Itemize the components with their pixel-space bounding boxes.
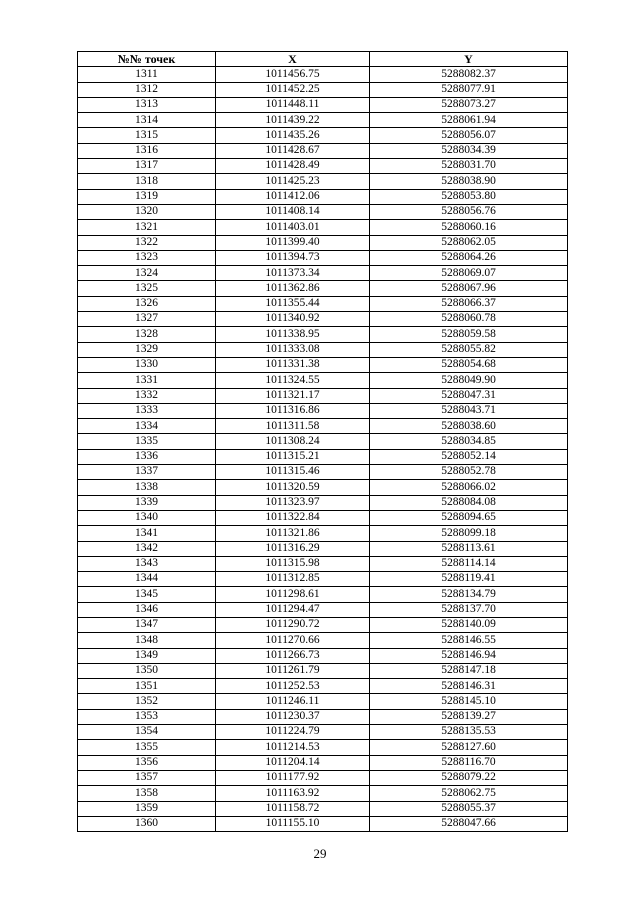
y-cell: 5288147.18: [370, 663, 568, 678]
x-cell: 1011252.53: [216, 679, 370, 694]
point-number-cell: 1356: [78, 755, 216, 770]
point-number-cell: 1346: [78, 602, 216, 617]
table-row: [78, 480, 568, 495]
table-row: [78, 296, 568, 311]
x-cell: 1011452.25: [216, 82, 370, 97]
x-cell: 1011321.17: [216, 388, 370, 403]
table-row: [78, 633, 568, 648]
table-row: [78, 357, 568, 372]
point-number-cell: 1327: [78, 312, 216, 327]
y-cell: 5288055.82: [370, 342, 568, 357]
y-cell: 5288084.08: [370, 495, 568, 510]
point-number-cell: 1326: [78, 296, 216, 311]
x-cell: 1011214.53: [216, 740, 370, 755]
y-cell: 5288060.78: [370, 312, 568, 327]
table-row: [78, 587, 568, 602]
point-number-cell: 1312: [78, 82, 216, 97]
y-cell: 5288047.66: [370, 816, 568, 831]
table-row: [78, 465, 568, 480]
x-cell: 1011439.22: [216, 113, 370, 128]
point-number-cell: 1324: [78, 266, 216, 281]
table-row: [78, 694, 568, 709]
point-number-cell: 1359: [78, 801, 216, 816]
y-cell: 5288049.90: [370, 373, 568, 388]
y-cell: 5288114.14: [370, 556, 568, 571]
y-cell: 5288031.70: [370, 159, 568, 174]
table-row: [78, 174, 568, 189]
x-cell: 1011428.67: [216, 143, 370, 158]
point-number-cell: 1331: [78, 373, 216, 388]
point-number-cell: 1360: [78, 816, 216, 831]
point-number-cell: 1334: [78, 419, 216, 434]
x-cell: 1011355.44: [216, 296, 370, 311]
table-row: [78, 266, 568, 281]
point-number-cell: 1338: [78, 480, 216, 495]
table-row: [78, 740, 568, 755]
page-number: 29: [313, 846, 327, 861]
x-cell: 1011373.34: [216, 266, 370, 281]
table-row: [78, 709, 568, 724]
y-cell: 5288062.05: [370, 235, 568, 250]
y-cell: 5288067.96: [370, 281, 568, 296]
coordinates-table: [77, 51, 568, 832]
point-number-cell: 1311: [78, 67, 216, 82]
table-row: [78, 434, 568, 449]
point-number-cell: 1351: [78, 679, 216, 694]
table-row: [78, 281, 568, 296]
x-cell: 1011323.97: [216, 495, 370, 510]
y-cell: 5288060.16: [370, 220, 568, 235]
table-row: [78, 189, 568, 204]
y-cell: 5288038.60: [370, 419, 568, 434]
table-row: [78, 388, 568, 403]
y-cell: 5288064.26: [370, 250, 568, 265]
point-number-cell: 1352: [78, 694, 216, 709]
table-row: [78, 663, 568, 678]
x-cell: 1011316.29: [216, 541, 370, 556]
y-cell: 5288059.58: [370, 327, 568, 342]
table-row: [78, 541, 568, 556]
header-x: X: [216, 52, 370, 67]
table-row: [78, 113, 568, 128]
point-number-cell: 1337: [78, 465, 216, 480]
table-row: [78, 556, 568, 571]
table-row: [78, 82, 568, 97]
point-number-cell: 1313: [78, 97, 216, 112]
y-cell: 5288073.27: [370, 97, 568, 112]
x-cell: 1011315.46: [216, 465, 370, 480]
y-cell: 5288137.70: [370, 602, 568, 617]
table-row: [78, 755, 568, 770]
table-row: [78, 510, 568, 525]
point-number-cell: 1330: [78, 357, 216, 372]
table-row: [78, 220, 568, 235]
y-cell: 5288047.31: [370, 388, 568, 403]
point-number-cell: 1323: [78, 250, 216, 265]
y-cell: 5288066.02: [370, 480, 568, 495]
header-y: Y: [370, 52, 568, 67]
x-cell: 1011340.92: [216, 312, 370, 327]
point-number-cell: 1347: [78, 617, 216, 632]
x-cell: 1011224.79: [216, 725, 370, 740]
y-cell: 5288135.53: [370, 725, 568, 740]
table-row: [78, 725, 568, 740]
point-number-cell: 1328: [78, 327, 216, 342]
y-cell: 5288139.27: [370, 709, 568, 724]
table-row: [78, 342, 568, 357]
x-cell: 1011408.14: [216, 204, 370, 219]
x-cell: 1011322.84: [216, 510, 370, 525]
x-cell: 1011270.66: [216, 633, 370, 648]
y-cell: 5288140.09: [370, 617, 568, 632]
x-cell: 1011399.40: [216, 235, 370, 250]
x-cell: 1011425.23: [216, 174, 370, 189]
y-cell: 5288146.55: [370, 633, 568, 648]
table-row: [78, 617, 568, 632]
point-number-cell: 1349: [78, 648, 216, 663]
x-cell: 1011435.26: [216, 128, 370, 143]
table-row: [78, 250, 568, 265]
x-cell: 1011230.37: [216, 709, 370, 724]
point-number-cell: 1321: [78, 220, 216, 235]
y-cell: 5288116.70: [370, 755, 568, 770]
table-body: [78, 67, 568, 832]
x-cell: 1011155.10: [216, 816, 370, 831]
x-cell: 1011333.08: [216, 342, 370, 357]
table-header-row: [78, 52, 568, 67]
x-cell: 1011177.92: [216, 770, 370, 785]
point-number-cell: 1340: [78, 510, 216, 525]
point-number-cell: 1318: [78, 174, 216, 189]
y-cell: 5288113.61: [370, 541, 568, 556]
table-row: [78, 801, 568, 816]
y-cell: 5288099.18: [370, 526, 568, 541]
table-row: [78, 419, 568, 434]
point-number-cell: 1355: [78, 740, 216, 755]
y-cell: 5288052.14: [370, 449, 568, 464]
x-cell: 1011158.72: [216, 801, 370, 816]
y-cell: 5288053.80: [370, 189, 568, 204]
table-row: [78, 495, 568, 510]
y-cell: 5288038.90: [370, 174, 568, 189]
y-cell: 5288056.76: [370, 204, 568, 219]
point-number-cell: 1333: [78, 403, 216, 418]
table-row: [78, 327, 568, 342]
y-cell: 5288061.94: [370, 113, 568, 128]
x-cell: 1011403.01: [216, 220, 370, 235]
x-cell: 1011448.11: [216, 97, 370, 112]
table-row: [78, 204, 568, 219]
y-cell: 5288055.37: [370, 801, 568, 816]
point-number-cell: 1317: [78, 159, 216, 174]
point-number-cell: 1345: [78, 587, 216, 602]
table-row: [78, 786, 568, 801]
x-cell: 1011320.59: [216, 480, 370, 495]
y-cell: 5288034.39: [370, 143, 568, 158]
point-number-cell: 1316: [78, 143, 216, 158]
x-cell: 1011294.47: [216, 602, 370, 617]
table-row: [78, 449, 568, 464]
point-number-cell: 1320: [78, 204, 216, 219]
x-cell: 1011428.49: [216, 159, 370, 174]
y-cell: 5288034.85: [370, 434, 568, 449]
point-number-cell: 1357: [78, 770, 216, 785]
table-row: [78, 67, 568, 82]
x-cell: 1011204.14: [216, 755, 370, 770]
point-number-cell: 1358: [78, 786, 216, 801]
x-cell: 1011261.79: [216, 663, 370, 678]
point-number-cell: 1339: [78, 495, 216, 510]
point-number-cell: 1350: [78, 663, 216, 678]
table-row: [78, 97, 568, 112]
point-number-cell: 1342: [78, 541, 216, 556]
table-row: [78, 159, 568, 174]
table-row: [78, 235, 568, 250]
x-cell: 1011163.92: [216, 786, 370, 801]
y-cell: 5288069.07: [370, 266, 568, 281]
y-cell: 5288077.91: [370, 82, 568, 97]
table-row: [78, 679, 568, 694]
point-number-cell: 1354: [78, 725, 216, 740]
table-row: [78, 648, 568, 663]
x-cell: 1011394.73: [216, 250, 370, 265]
point-number-cell: 1332: [78, 388, 216, 403]
x-cell: 1011315.98: [216, 556, 370, 571]
y-cell: 5288094.65: [370, 510, 568, 525]
table-row: [78, 572, 568, 587]
table-row: [78, 816, 568, 831]
x-cell: 1011338.95: [216, 327, 370, 342]
point-number-cell: 1315: [78, 128, 216, 143]
table-row: [78, 770, 568, 785]
x-cell: 1011456.75: [216, 67, 370, 82]
y-cell: 5288056.07: [370, 128, 568, 143]
point-number-cell: 1353: [78, 709, 216, 724]
point-number-cell: 1343: [78, 556, 216, 571]
x-cell: 1011315.21: [216, 449, 370, 464]
point-number-cell: 1344: [78, 572, 216, 587]
table-row: [78, 526, 568, 541]
point-number-cell: 1325: [78, 281, 216, 296]
x-cell: 1011311.58: [216, 419, 370, 434]
x-cell: 1011308.24: [216, 434, 370, 449]
x-cell: 1011331.38: [216, 357, 370, 372]
x-cell: 1011246.11: [216, 694, 370, 709]
x-cell: 1011321.86: [216, 526, 370, 541]
table-row: [78, 128, 568, 143]
table-row: [78, 602, 568, 617]
point-number-cell: 1341: [78, 526, 216, 541]
x-cell: 1011266.73: [216, 648, 370, 663]
point-number-cell: 1322: [78, 235, 216, 250]
point-number-cell: 1314: [78, 113, 216, 128]
y-cell: 5288127.60: [370, 740, 568, 755]
point-number-cell: 1329: [78, 342, 216, 357]
y-cell: 5288134.79: [370, 587, 568, 602]
x-cell: 1011316.86: [216, 403, 370, 418]
x-cell: 1011324.55: [216, 373, 370, 388]
point-number-cell: 1319: [78, 189, 216, 204]
y-cell: 5288054.68: [370, 357, 568, 372]
x-cell: 1011362.86: [216, 281, 370, 296]
y-cell: 5288145.10: [370, 694, 568, 709]
point-number-cell: 1348: [78, 633, 216, 648]
y-cell: 5288146.31: [370, 679, 568, 694]
header-point-number: №№ точек: [78, 52, 216, 67]
y-cell: 5288119.41: [370, 572, 568, 587]
y-cell: 5288079.22: [370, 770, 568, 785]
point-number-cell: 1335: [78, 434, 216, 449]
x-cell: 1011298.61: [216, 587, 370, 602]
y-cell: 5288082.37: [370, 67, 568, 82]
x-cell: 1011290.72: [216, 617, 370, 632]
point-number-cell: 1336: [78, 449, 216, 464]
y-cell: 5288052.78: [370, 465, 568, 480]
table-row: [78, 143, 568, 158]
y-cell: 5288146.94: [370, 648, 568, 663]
y-cell: 5288062.75: [370, 786, 568, 801]
table-row: [78, 373, 568, 388]
x-cell: 1011312.85: [216, 572, 370, 587]
x-cell: 1011412.06: [216, 189, 370, 204]
table-row: [78, 403, 568, 418]
y-cell: 5288066.37: [370, 296, 568, 311]
table-row: [78, 312, 568, 327]
y-cell: 5288043.71: [370, 403, 568, 418]
